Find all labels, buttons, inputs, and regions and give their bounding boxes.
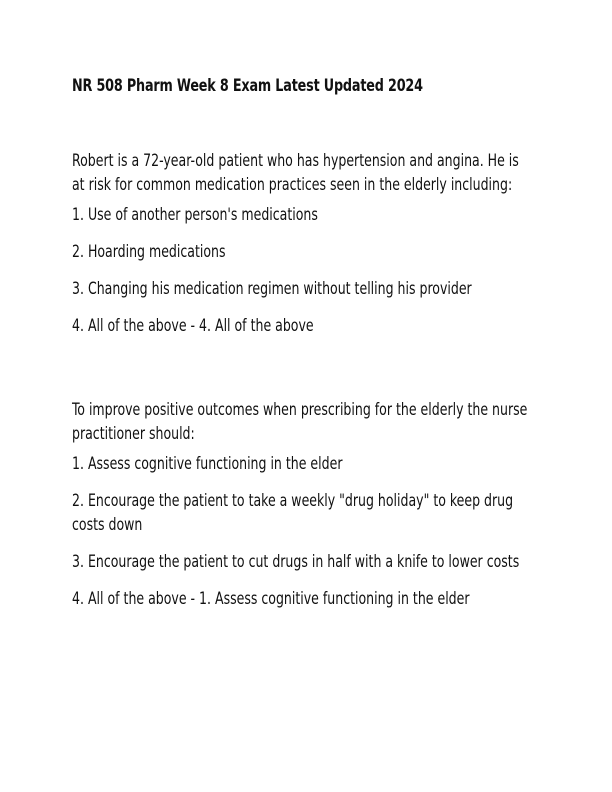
answer-option: 3. Encourage the patient to cut drugs in half with a knife to lower costs — [72, 552, 520, 572]
answer-option: 3. Changing his medication regimen without telling his provider — [72, 279, 472, 299]
answer-option: 1. Assess cognitive functioning in the elder — [72, 454, 343, 474]
question-2 — [72, 398, 612, 624]
question-1 — [72, 149, 612, 351]
answer-option: 2. Encourage the patient to take a weekly "drug holiday" to keep drug costs down — [72, 491, 514, 535]
question-stem: Robert is a 72-year-old patient who has hypertension and angina. He is at risk for common medication practices seen in the elderly including: — [72, 151, 519, 195]
answer-option: 4. All of the above - 1. Assess cognitive functioning in the elder — [72, 589, 470, 609]
answer-option: 4. All of the above - 4. All of the above — [72, 316, 314, 336]
answer-option: 1. Use of another person's medications — [72, 205, 318, 225]
document-title: NR 508 Pharm Week 8 Exam Latest Updated 2024 — [72, 76, 423, 95]
question-stem: To improve positive outcomes when prescribing for the elderly the nurse practitioner should: — [72, 400, 528, 444]
answer-options — [72, 452, 612, 611]
answer-options — [72, 203, 612, 338]
answer-option: 2. Hoarding medications — [72, 242, 226, 262]
